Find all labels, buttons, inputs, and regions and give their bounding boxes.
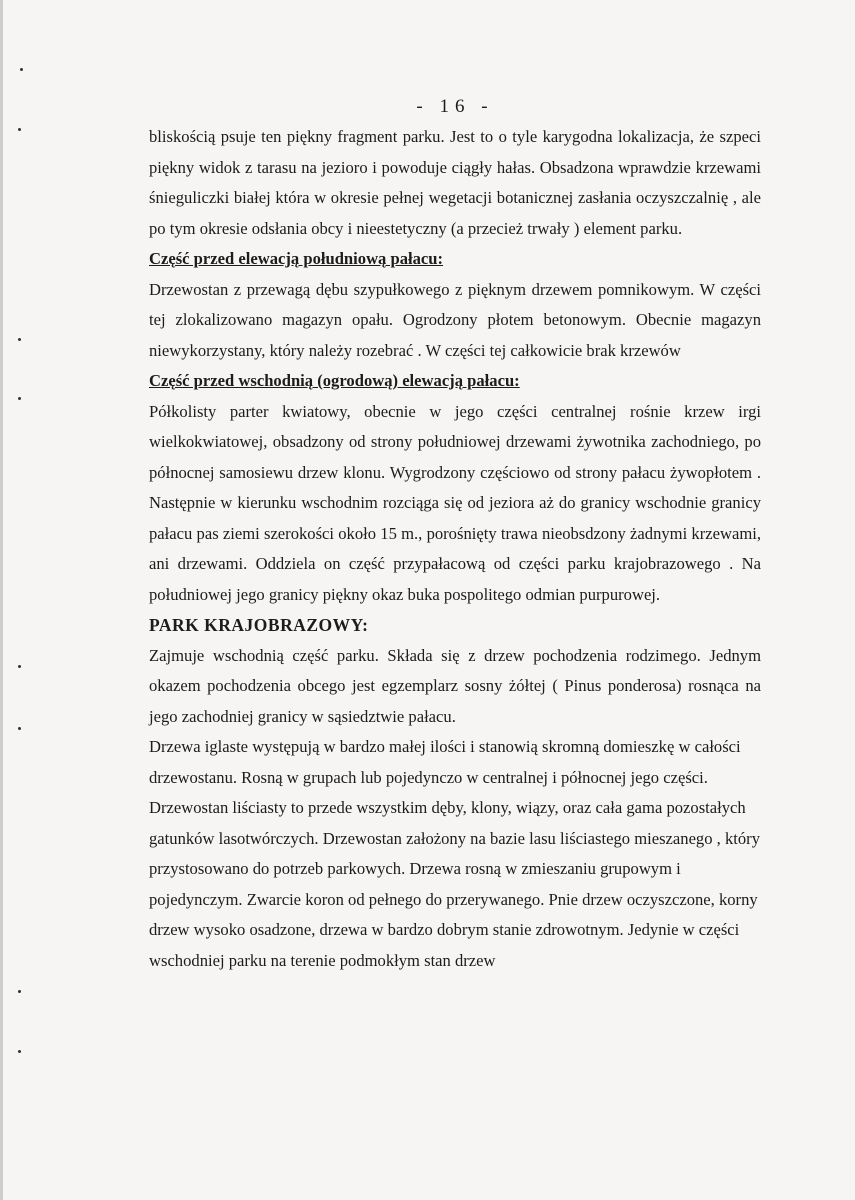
paragraph: Drzewa iglaste występują w bardzo małej ilości i stanowią skromną domieszkę w całości drzewostanu. Rosną w grupach lub pojedynczo w centralnej i północnej jego części. Drzewostan liściasty to przede wszystkim dęby, klony, wiązy, oraz cała gama pozostałych gatunków lasotwórczych. Drzewostan założony na bazie lasu liściastego mieszanego , który przystosowano do potrzeb parkowych. Drzewa rosną w zmieszaniu grupowym i pojedynczym. Zwarcie koron od pełnego do przerywanego. Pnie drzew oczyszczone, korny drzew wysoko osadzone, drzewa w bardzo dobrym stanie zdrowotnym. Jedynie w części wschodniej parku na terenie podmokłym stan drzew xyxy=(149,737,760,970)
document-body xyxy=(149,122,761,976)
scan-speck xyxy=(18,665,21,668)
paragraph: Półkolisty parter kwiatowy, obecnie w jego części centralnej rośnie krzew irgi wielkokwiatowej, obsadzony od strony południowej drzewami żywotnika zachodniego, po północnej samosiewu drzew klonu. Wygrodzony częściowo od strony pałacu żywopłotem . Następnie w kierunku wschodnim rozciąga się od jeziora aż do granicy wschodnie granicy pałacu pas ziemi szerokości około 15 m., porośnięty trawa nieobsdzony żadnymi krzewami, ani drzewami. Oddziela on część przypałacową od części parku krajobrazowego . Na południowej jego granicy piękny okaz buka pospolitego odmian purpurowej. xyxy=(149,401,761,604)
section-heading: Część przed elewacją południową pałacu: xyxy=(149,249,444,268)
section-heading: PARK KRAJOBRAZOWY: xyxy=(149,615,369,635)
paragraph: Zajmuje wschodnią część parku. Składa się z drzew pochodzenia rodzimego. Jednym okazem pochodzenia obcego jest egzemplarz sosny żółtej ( Pinus ponderosa) rosnąca na jego zachodniej granicy w sąsiedztwie pałacu. xyxy=(149,645,761,726)
scan-speck xyxy=(20,68,23,71)
scan-speck xyxy=(18,397,21,400)
scan-speck xyxy=(18,990,21,993)
scan-speck xyxy=(18,727,21,730)
scan-speck xyxy=(18,338,21,341)
paragraph: Drzewostan z przewagą dębu szypułkowego z pięknym drzewem pomnikowym. W części tej zlokalizowano magazyn opału. Ogrodzony płotem betonowym. Obecnie magazyn niewykorzystany, który należy rozebrać . W części tej całkowicie brak krzewów xyxy=(149,279,761,360)
section-heading: Część przed wschodnią (ogrodową) elewacją pałacu: xyxy=(149,371,520,390)
scan-speck xyxy=(18,128,21,131)
paragraph: bliskością psuje ten piękny fragment parku. Jest to o tyle karygodna lokalizacja, że szpeci piękny widok z tarasu na jezioro i powoduje ciągły hałas. Obsadzona wprawdzie krzewami śnieguliczki białej która w okresie pełnej wegetacji botanicznej zasłania oczyszczalnię , ale po tym okresie odsłania obcy i nieestetyczny (a przecież trwały ) element parku. xyxy=(149,127,761,238)
scan-speck xyxy=(18,1050,21,1053)
page-number: - 16 - xyxy=(416,96,494,117)
page-edge xyxy=(0,0,3,1200)
